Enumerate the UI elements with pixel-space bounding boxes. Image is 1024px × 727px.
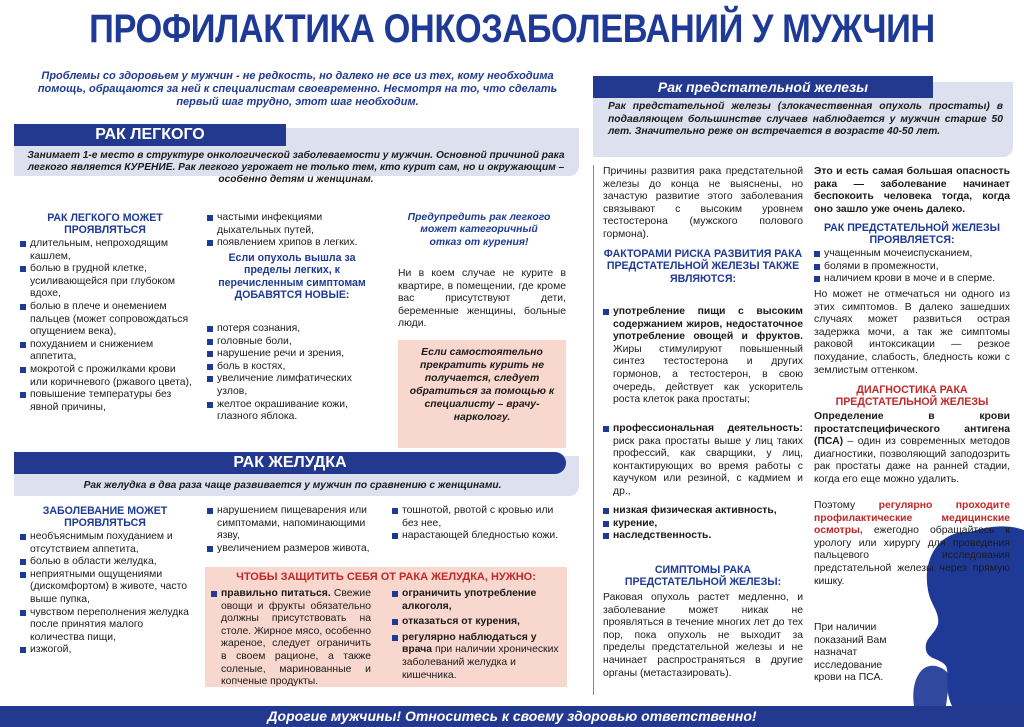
prostate-symptoms-title: СИМПТОМЫ РАКА ПРЕДСТАТЕЛЬНОЙ ЖЕЛЕЗЫ: [624, 564, 782, 589]
list-item: низкая физическая активность, [603, 505, 803, 518]
list-item: нарушением пищеварения или симптомами, напоминающими язву, [207, 505, 382, 543]
prostate-risk-list [603, 505, 803, 543]
prostate-diag-text [814, 411, 1010, 487]
prostate-header: Рак предстательной железы [593, 76, 933, 98]
stomach-symptoms-list-2 [207, 505, 382, 555]
stomach-intro: Рак желудка в два раза чаще развивается у мужчин по сравнению с женщинами. [83, 480, 502, 491]
list-item: болью в плече и онемением пальцев (может сопровождаться опущением века), [20, 301, 195, 339]
prostate-signs-title: РАК ПРЕДСТАТЕЛЬНОЙ ЖЕЛЕЗЫ ПРОЯВЛЯЕТСЯ: [824, 222, 1000, 247]
bullet-icon [603, 426, 609, 432]
list-item: тошнотой, рвотой с кровью или без нее, [392, 505, 564, 530]
list-item: болями в промежности, [814, 261, 1010, 274]
prostate-advice [814, 500, 1010, 588]
protect-doctor-text: при наличии хронических заболеваний желудка и кишечника. [402, 644, 559, 681]
list-item: нарастающей бледностью кожи. [392, 530, 564, 543]
prostate-psa: При наличии показаний Вам назначат исследование крови на ПСА. [814, 622, 887, 684]
list-item: головные боли, [207, 336, 382, 349]
stomach-protect-diet [211, 588, 371, 689]
lung-spread-title: Если опухоль вышла за пределы легких, к перечисленным симптомам ДОБАВЯТСЯ НОВЫЕ: [218, 252, 366, 302]
prostate-signs-text: Но может не отмечаться ни одного из этих симптомов. В далеко зашедших случаях может развиться острая задержка мочи, а так же симптомы раковой интоксикации — резкое похудание, слабость, бледность кожи с землистым оттенком. [814, 289, 1010, 376]
column-divider [593, 165, 594, 695]
list-item: наследственность. [603, 530, 803, 543]
list-item: отказаться от курения, [392, 616, 562, 629]
lung-symptoms-list [20, 238, 195, 414]
diag-lead: Определение в крови простатспецифического антигена (ПСА) [814, 411, 1010, 448]
bullet-icon [211, 591, 217, 597]
protect-diet-text: Свежие овощи и фрукты обязательно должны присутствовать на столе. Жирное мясо, особенно жареное, следует ограничить в своем рационе, а также соленые, маринованные и копченые продукты. [221, 588, 371, 688]
list-item: необъяснимым похуданием и отсутствием аппетита, [20, 531, 195, 556]
list-item: учащенным мочеиспусканием, [814, 248, 1010, 261]
prostate-diag-title: ДИАГНОСТИКА РАКА ПРЕДСТАТЕЛЬНОЙ ЖЕЛЕЗЫ [835, 384, 989, 409]
footer-banner: Дорогие мужчины! Относитесь к своему здоровью ответственно! [0, 706, 1024, 727]
page-title: ПРОФИЛАКТИКА ОНКОЗАБОЛЕВАНИЙ У МУЖЧИН [89, 7, 935, 51]
stomach-protect-title: ЧТОБЫ ЗАЩИТИТЬ СЕБЯ ОТ РАКА ЖЕЛУДКА, НУЖНО: [236, 571, 536, 583]
list-item: болью в области желудка, [20, 556, 195, 569]
list-item: увеличение лимфатических узлов, [207, 373, 382, 398]
stomach-symptoms-list-3 [392, 505, 564, 543]
list-item: желтое окрашивание кожи, глазного яблока. [207, 399, 382, 424]
list-item: мокротой с прожилками крови или коричневого (ржавого цвета), [20, 364, 195, 389]
prostate-danger: Это и есть самая большая опасность рака — заболевание начинает беспокоить человека тогда, когда оно зашло уже очень далеко. [814, 166, 1010, 215]
stomach-protect-list [392, 588, 562, 682]
list-item: болью в грудной клетке, усиливающейся при глубоком вдохе, [20, 263, 195, 301]
prostate-risk-2 [603, 423, 803, 499]
list-item: наличием крови в моче и в сперме. [814, 273, 1010, 286]
risk2-text: риск рака простаты выше у лиц таких профессий, как сварщики, у лиц, контактирующих во время работы с каучуком или резиной, с кадмием и др., [613, 435, 803, 497]
list-item [392, 632, 562, 682]
list-item: неприятными ощущениями (дискомфортом) в животе, часто выше пупка, [20, 569, 195, 607]
list-item: появлением хрипов в легких. [207, 237, 382, 250]
risk1-lead: употребление пищи с высоким содержанием жиров, недостаточное употребление овощей и фруктов. [613, 306, 803, 343]
stomach-symptoms-title: ЗАБОЛЕВАНИЕ МОЖЕТ ПРОЯВЛЯТЬСЯ [42, 505, 168, 529]
lung-spread-list [207, 323, 382, 424]
intro-text: Проблемы со здоровьем у мужчин - не редкость, но далеко не все из тех, кому необходима помощь, обращаются за ней к специалистам своевременно. Несмотря на то, что сделать первый шаг трудно, этот шаг необходим. [37, 70, 558, 108]
list-item: ограничить употребление алкоголя, [392, 588, 562, 613]
list-item: увеличением размеров живота, [207, 543, 382, 556]
stomach-header: РАК ЖЕЛУДКА [14, 452, 566, 474]
list-item: потеря сознания, [207, 323, 382, 336]
list-item: похуданием и снижением аппетита, [20, 339, 195, 364]
prostate-intro: Рак предстательной железы (злокачественная опухоль простаты) в подавляющем большинстве случаев наблюдается у мужчин старше 50 лет. Значительно реже он встречается в возрасте 40-50 лет. [608, 101, 1003, 138]
list-item: изжогой, [20, 644, 195, 657]
prostate-symptoms-text: Раковая опухоль растет медленно, и заболевание может никак не проявляться в течение многих лет до тех пор, пока опухоль не выходит за пределы предстательной железы и не начинает распространяться в другие органы (метастазировать). [603, 592, 803, 679]
lung-symptoms-title: РАК ЛЕГКОГО МОЖЕТ ПРОЯВЛЯТЬСЯ [47, 212, 163, 236]
list-item: длительным, непроходящим кашлем, [20, 238, 195, 263]
list-item: нарушение речи и зрения, [207, 348, 382, 361]
lung-header: РАК ЛЕГКОГО [14, 124, 286, 146]
prostate-signs-list [814, 248, 1010, 286]
lung-advice-box: Если самостоятельно прекратить курить не получается, следует обратиться за помощью к специалисту – врачу-наркологу. [398, 340, 566, 448]
list-item: боль в костях, [207, 361, 382, 374]
lung-prevent-title: Предупредить рак легкого может категоричный отказ от курения! [407, 212, 551, 248]
prostate-risk-title: ФАКТОРАМИ РИСКА РАЗВИТИЯ РАКА ПРЕДСТАТЕЛЬНОЙ ЖЕЛЕЗЫ ТАКЖЕ ЯВЛЯЮТСЯ: [603, 248, 803, 285]
protect-diet-lead: правильно питаться. [221, 588, 331, 599]
advice-pre: Поэтому [814, 500, 856, 511]
stomach-symptoms-list [20, 531, 195, 657]
diag-body: – один из современных методов диагностики, позволяющий заподозрить рак простаты даже на ранней стадии, когда его еще можно удалить. [814, 436, 1010, 485]
advice-red: регулярно проходите профилактические медицинские осмотры, [814, 500, 1010, 537]
list-item: курение, [603, 518, 803, 531]
risk1-text: Жиры стимулируют повышенный синтез тестостерона и других гормонов, а тестостерон, в свою очередь, действует как ускоритель роста клеток рака простаты; [613, 343, 803, 406]
list-item: чувством переполнения желудка после принятия малого количества пищи, [20, 607, 195, 645]
list-item: повышение температуры без явной причины, [20, 389, 195, 414]
lung-prevent-text: Ни в коем случае не курите в квартире, в помещении, где кроме вас присутствуют дети, беременные женщины, больные люди. [398, 268, 566, 330]
prostate-causes: Причины развития рака предстательной железы до конца не выяснены, но зачастую развитие этого заболевания связывают с высоким уровнем тестостерона (мужского полового гормона). [603, 166, 803, 240]
risk2-lead: профессиональная деятельность: [613, 423, 803, 434]
list-item: частыми инфекциями дыхательных путей, [207, 212, 382, 237]
lung-intro: Занимает 1-е место в структуре онкологической заболеваемости у мужчин. Основной причиной рака легкого является КУРЕНИЕ. Рак легкого угрожает не только тем, кто курит сам, но и окружающим – особенно детям и женщинам. [27, 150, 565, 185]
bullet-icon [603, 309, 609, 315]
lung-symptoms-list-2 [207, 212, 382, 250]
protect-doctor-lead: регулярно наблюдаться у врача [402, 631, 537, 656]
prostate-risk-1 [603, 306, 803, 407]
advice-post: ежегодно обращайтесь к урологу или хирургу для проведения пальцевого исследования предстательной железы через прямую кишку. [814, 525, 1010, 587]
